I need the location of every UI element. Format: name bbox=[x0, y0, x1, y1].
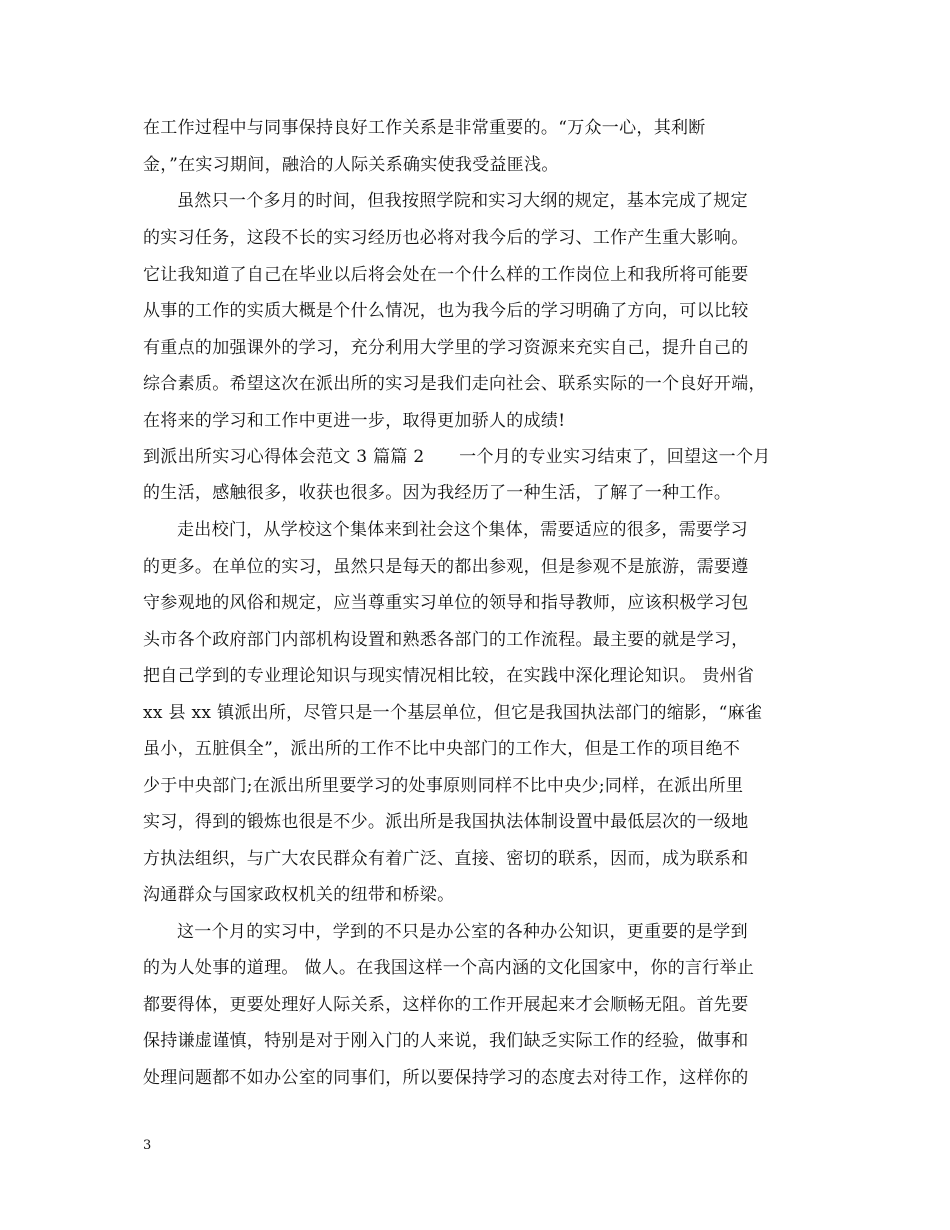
text-line: 综合素质。希望这次在派出所的实习是我们走向社会、联系实际的一个良好开端， bbox=[143, 374, 766, 394]
text-line: 虽然只一个多月的时间，但我按照学院和实习大纲的规定，基本完成了规定 bbox=[177, 191, 748, 211]
text-line: 这一个月的实习中，学到的不只是办公室的各种办公知识，更重要的是学到 bbox=[177, 922, 748, 942]
text-line: 它让我知道了自己在毕业以后将会处在一个什么样的工作岗位上和我所将可能要 bbox=[143, 265, 749, 285]
text-line: 有重点的加强课外的学习，充分利用大学里的学习资源来充实自己，提升自己的 bbox=[143, 338, 749, 358]
text-line: 走出校门，从学校这个集体来到社会这个集体，需要适应的很多，需要学习 bbox=[177, 520, 748, 540]
text-line: 少于中央部门;在派出所里要学习的处事原则同样不比中央少;同样，在派出所里 bbox=[143, 776, 744, 796]
text-line: xx 县 xx 镇派出所，尽管只是一个基层单位，但它是我国执法部门的缩影，“麻雀 bbox=[143, 703, 763, 723]
text-line: 的生活，感触很多，收获也很多。因为我经历了一种生活，了解了一种工作。 bbox=[143, 483, 732, 503]
text-line: 从事的工作的实质大概是个什么情况，也为我今后的学习明确了方向，可以比较 bbox=[143, 301, 749, 321]
section-heading-line: 到派出所实习心得体会范文 3 篇篇 2 一个月的专业实习结束了，回望这一个月 bbox=[143, 447, 771, 467]
text-line: 实习，得到的锻炼也很是不少。派出所是我国执法体制设置中最低层次的一级地 bbox=[143, 812, 749, 832]
text-line: 把自己学到的专业理论知识与现实情况相比较，在实践中深化理论知识。 贵州省 bbox=[143, 666, 755, 686]
text-line: 虽小，五脏俱全”，派出所的工作不比中央部门的工作大，但是工作的项目绝不 bbox=[143, 739, 741, 759]
text-line: 在工作过程中与同事保持良好工作关系是非常重要的。“万众一心，其利断 bbox=[143, 118, 706, 138]
text-line: 的为人处事的道理。 做人。在我国这样一个高内涵的文化国家中，你的言行举止 bbox=[143, 958, 755, 978]
text-line: 保持谦虚谨慎，特别是对于刚入门的人来说，我们缺乏实际工作的经验，做事和 bbox=[143, 1031, 749, 1051]
text-line: 金，”在实习期间，融洽的人际关系确实使我受益匪浅。 bbox=[143, 155, 559, 175]
page-number: 3 bbox=[143, 1138, 152, 1153]
text-line: 头市各个政府部门内部机构设置和熟悉各部门的工作流程。最主要的就是学习， bbox=[143, 630, 749, 650]
text-line: 方执法组织，与广大农民群众有着广泛、直接、密切的联系，因而，成为联系和 bbox=[143, 849, 749, 869]
text-line: 守参观地的风俗和规定，应当尊重实习单位的领导和指导教师，应该积极学习包 bbox=[143, 593, 749, 613]
text-line: 的实习任务，这段不长的实习经历也必将对我今后的学习、工作产生重大影响。 bbox=[143, 228, 749, 248]
text-line: 处理问题都不如办公室的同事们，所以要保持学习的态度去对待工作，这样你的 bbox=[143, 1068, 749, 1088]
text-line: 的更多。在单位的实习，虽然只是每天的都出参观，但是参观不是旅游，需要遵 bbox=[143, 557, 749, 577]
text-line: 沟通群众与国家政权机关的纽带和桥梁。 bbox=[143, 885, 455, 905]
text-line: 在将来的学习和工作中更进一步，取得更加骄人的成绩! bbox=[143, 411, 566, 431]
text-line: 都要得体，更要处理好人际关系，这样你的工作开展起来才会顺畅无阻。首先要 bbox=[143, 995, 749, 1015]
